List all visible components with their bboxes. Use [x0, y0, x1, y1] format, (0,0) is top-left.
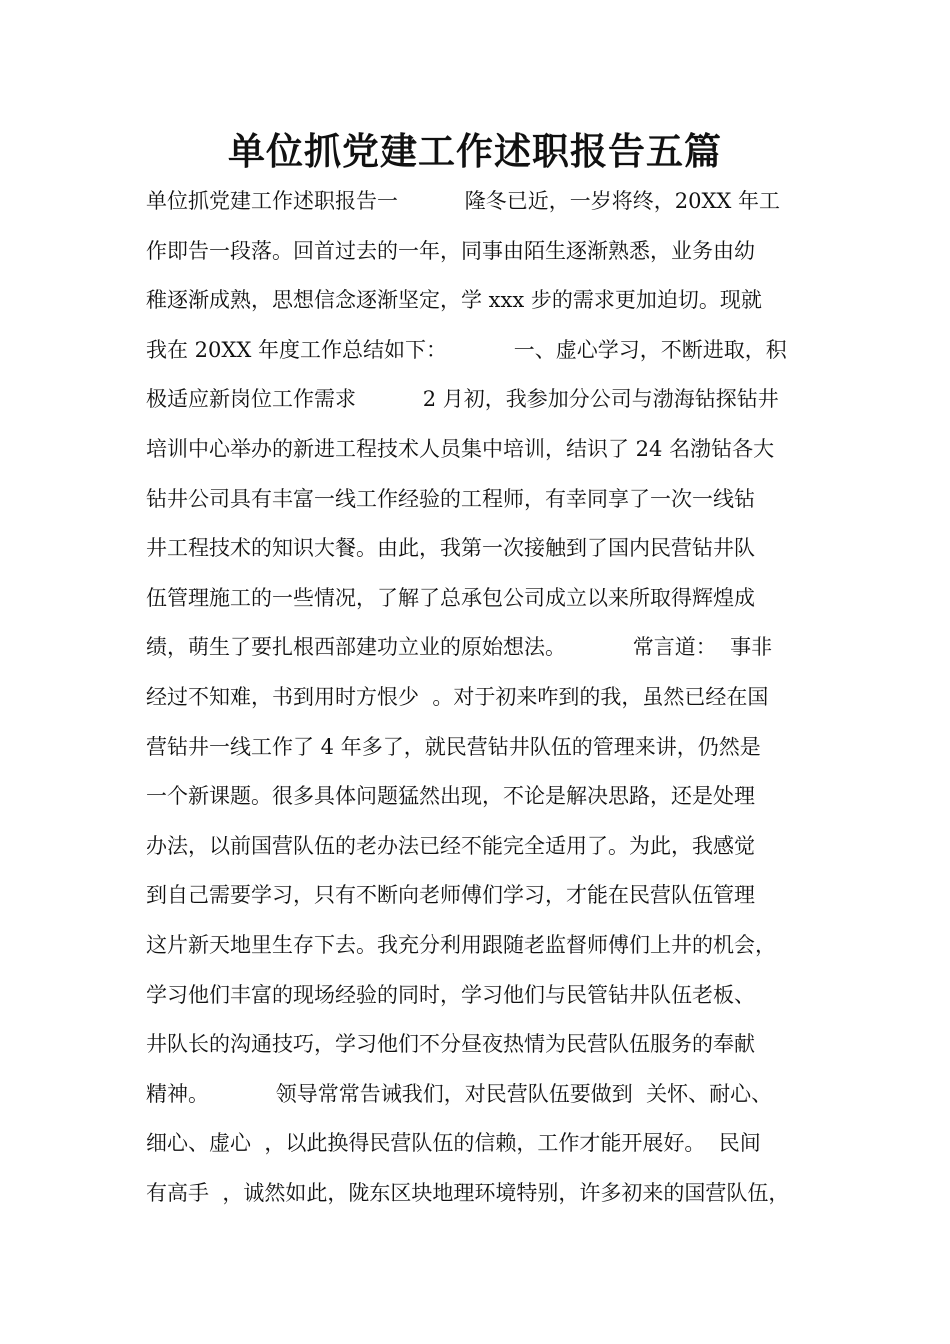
body-line: 钻井公司具有丰富一线工作经验的工程师，有幸同享了一次一线钻 — [146, 486, 755, 511]
body-line: 伍管理施工的一些情况，了解了总承包公司成立以来所取得辉煌成 — [146, 585, 755, 610]
body-line: 学习他们丰富的现场经验的同时，学习他们与民管钻井队伍老板、 — [146, 982, 755, 1007]
body-line: 有高手 ，诚然如此，陇东区块地理环境特别，许多初来的国营队伍， — [146, 1180, 790, 1205]
body-line: 我在 20XX 年度工作总结如下： 一、虚心学习，不断进取，积 — [146, 337, 787, 362]
body-line: 极适应新岗位工作需求 2 月初，我参加分公司与渤海钻探钻井 — [146, 387, 779, 412]
body-line: 办法，以前国营队伍的老办法已经不能完全适用了。为此，我感觉 — [146, 833, 755, 858]
body-line: 稚逐渐成熟，思想信念逐渐坚定，学 xxx 步的需求更加迫切。现就 — [146, 288, 762, 313]
body-line: 作即告一段落。回首过去的一年，同事由陌生逐渐熟悉，业务由幼 — [146, 238, 755, 263]
body-line: 井工程技术的知识大餐。由此，我第一次接触到了国内民营钻井队 — [146, 536, 755, 561]
body-line: 这片新天地里生存下去。我充分利用跟随老监督师傅们上井的机会， — [146, 932, 776, 957]
body-line: 单位抓党建工作述职报告一 隆冬已近，一岁将终，20XX 年工 — [146, 189, 781, 213]
document-body — [146, 177, 836, 1218]
body-line: 绩，萌生了要扎根西部建功立业的原始想法。 常言道： 事非 — [146, 635, 773, 660]
body-line: 精神。 领导常常告诫我们，对民营队伍要做到 关怀、耐心、 — [146, 1081, 773, 1106]
body-line: 一个新课题。很多具体问题猛然出现，不论是解决思路，还是处理 — [146, 784, 755, 809]
document-title: 单位抓党建工作述职报告五篇 — [228, 130, 722, 173]
body-line: 细心、虚心 ，以此换得民营队伍的信赖，工作才能开展好。 民间 — [146, 1131, 761, 1156]
body-line: 井队长的沟通技巧，学习他们不分昼夜热情为民营队伍服务的奉献 — [146, 1032, 755, 1057]
body-line: 到自己需要学习，只有不断向老师傅们学习，才能在民营队伍管理 — [146, 883, 755, 908]
body-line: 培训中心举办的新进工程技术人员集中培训，结识了 24 名渤钻各大 — [146, 436, 775, 461]
body-line: 营钻井一线工作了 4 年多了，就民营钻井队伍的管理来讲，仍然是 — [146, 734, 761, 759]
body-line: 经过不知难，书到用时方恨少 。对于初来咋到的我，虽然已经在国 — [146, 684, 769, 709]
